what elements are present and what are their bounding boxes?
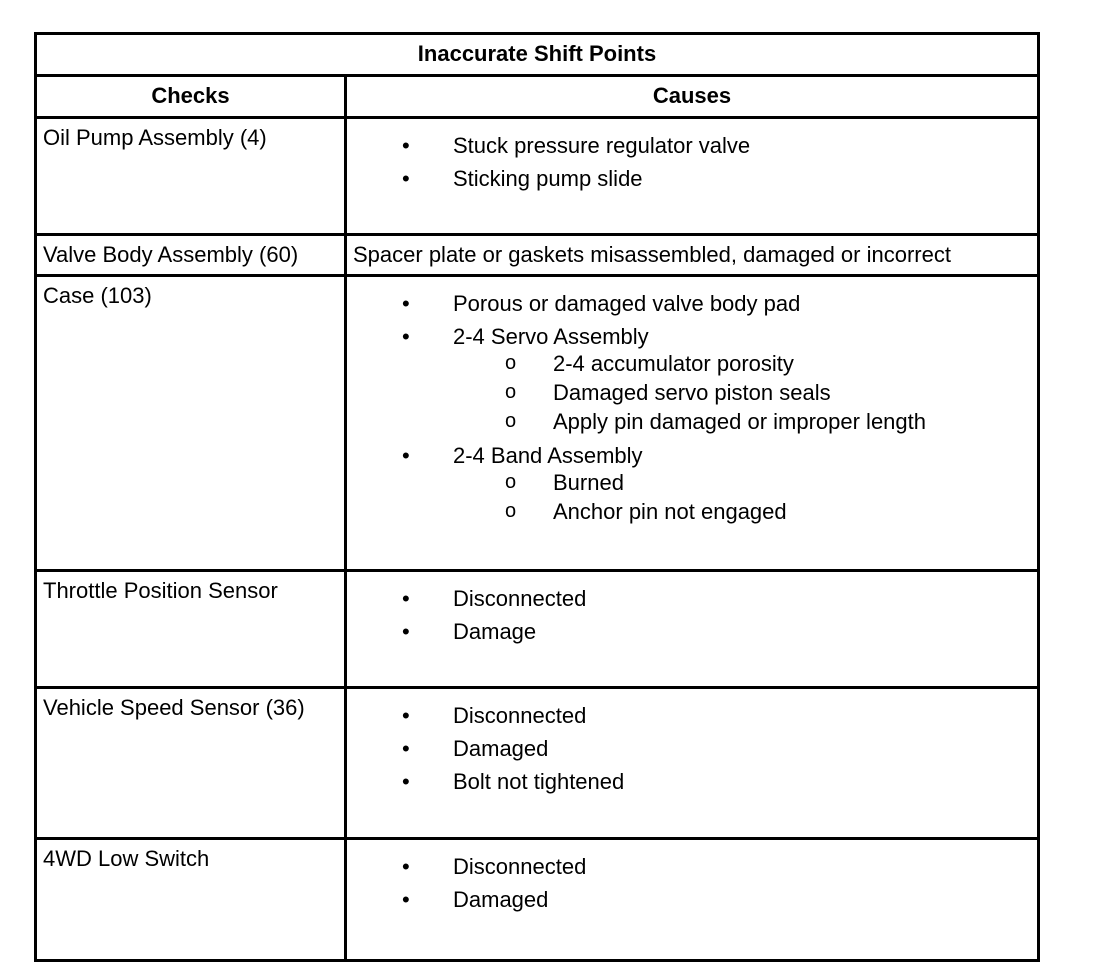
cause-list (347, 129, 750, 195)
sub-cause-item: o 2-4 accumulator porosity (453, 349, 926, 378)
causes-cell (347, 840, 1037, 962)
table-row (37, 116, 1037, 236)
cause-item: • Bolt not tightened (347, 765, 624, 798)
diagnostic-table (34, 32, 1040, 962)
table-row (37, 274, 1037, 572)
sub-cause-item: o Anchor pin not engaged (453, 497, 926, 526)
causes-cell (347, 572, 1037, 689)
cause-list (347, 850, 586, 916)
cause-item: • Disconnected (347, 850, 586, 883)
sub-cause-item: o Burned (453, 468, 926, 497)
cause-list (347, 287, 926, 529)
table-row (37, 837, 1037, 962)
cause-list (347, 699, 624, 798)
check-label: Oil Pump Assembly (4) (37, 119, 347, 236)
cause-item-text: 2-4 Servo Assembly (453, 324, 649, 349)
check-label: Case (103) (37, 277, 347, 572)
cause-list (347, 582, 586, 648)
header-checks: Checks (37, 77, 347, 119)
causes-cell (347, 689, 1037, 840)
table-title: Inaccurate Shift Points (417, 41, 657, 66)
cause-item: • Damage (347, 615, 586, 648)
cause-item: • Porous or damaged valve body pad (347, 287, 926, 320)
table-title-row (37, 35, 1037, 77)
check-label: Valve Body Assembly (60) (37, 236, 347, 277)
sub-cause-item: o Apply pin damaged or improper length (453, 407, 926, 436)
cause-item: • Damaged (347, 732, 624, 765)
cause-item-text: 2-4 Band Assembly (453, 443, 643, 468)
cause-item: • Sticking pump slide (347, 162, 750, 195)
sub-cause-list (453, 349, 926, 436)
check-label: 4WD Low Switch (37, 840, 347, 962)
causes-cell (347, 277, 1037, 572)
table-header-row (37, 74, 1037, 119)
cause-item (347, 439, 926, 526)
causes-cell (347, 119, 1037, 236)
cause-item: • Stuck pressure regulator valve (347, 129, 750, 162)
check-label: Vehicle Speed Sensor (36) (37, 689, 347, 840)
cause-item: • Damaged (347, 883, 586, 916)
cause-item: • Disconnected (347, 699, 624, 732)
cause-item: • Disconnected (347, 582, 586, 615)
table-row (37, 686, 1037, 840)
table-row (37, 569, 1037, 689)
sub-cause-list (453, 468, 926, 526)
check-label: Throttle Position Sensor (37, 572, 347, 689)
table-row (37, 233, 1037, 277)
header-causes: Causes (652, 83, 732, 108)
sub-cause-item: o Damaged servo piston seals (453, 378, 926, 407)
cause-text: Spacer plate or gaskets misassembled, damaged or incorrect (353, 242, 951, 267)
cause-item (347, 320, 926, 436)
